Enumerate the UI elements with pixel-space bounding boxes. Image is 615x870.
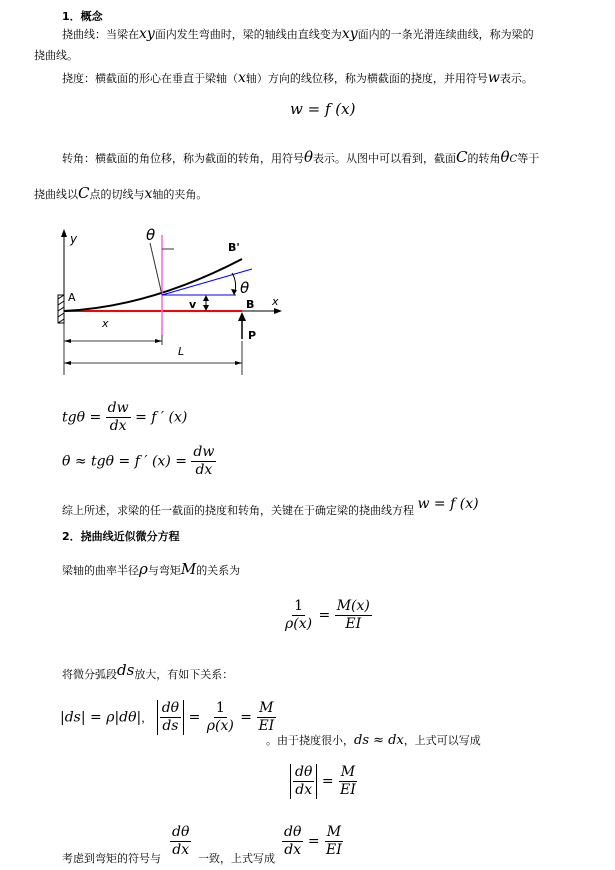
equals-sign: = [188,709,201,726]
numerator: 1 [215,700,225,716]
theta-arc-head [231,289,237,295]
text-span: 挠曲线以 [34,188,78,201]
denominator: dx [295,781,313,798]
denominator: EI [340,781,356,798]
math-w: w [487,70,500,86]
text-span: 表示。 [499,72,533,85]
numerator: dw [193,444,215,460]
abs-fraction [290,764,317,799]
math-xy: xy [341,26,358,42]
math-xy: xy [139,26,155,42]
deflection-curve-line2: 挠曲线。 [34,49,78,62]
section2-heading: 2．挠曲线近似微分方程 [62,530,180,543]
fraction-m-ei [338,764,358,799]
label-b: B [246,298,255,311]
deflection-definition [62,70,533,86]
rotation-definition-line2 [34,184,207,202]
sign-line-text-2: 一致，上式写成 [198,852,275,865]
abs-fraction [157,700,184,735]
fraction-m-ei [335,598,372,633]
sign-line-text-1: 考虑到弯矩的符号与 [62,852,161,865]
section1-heading: 1．概念 [62,10,103,23]
denominator: EI [326,841,342,858]
denominator: dx [195,461,213,478]
fraction-dtheta-dx [282,824,303,859]
fraction-dtheta-ds [160,700,181,735]
equation-arc-relation [60,700,276,735]
fraction-dtheta-dx [293,764,314,799]
sign-fraction [170,824,191,859]
x-axis-arrow [274,308,282,314]
numerator: M [259,700,274,716]
fraction-dw-dx [191,444,216,479]
math-theta-c: θ [500,148,510,166]
y-axis-arrow [61,229,67,237]
beam-deflection-diagram [40,215,300,385]
numerator: M [340,764,356,780]
text-span: 面内发生弯曲时，梁的轴线由直线变为 [154,28,342,41]
label-y: y [70,232,78,246]
text-span: 轴）方向的线位移，称为横截面的挠度，并用符号 [245,72,488,85]
eq-part: |ds| = ρ|dθ| [60,709,142,726]
math-theta: θ [304,148,314,166]
math-subscript-c: C [509,154,518,165]
equation-curvature [283,598,372,633]
text-span: 综上所述，求梁的任一截面的挠度和转角，关键在于确定梁的挠曲线方程 [62,504,414,517]
numerator: dθ [172,824,190,840]
label-v: v [189,298,197,311]
fraction-m-ei [256,700,276,735]
text-span: 表示。从图中可以看到，截面 [313,152,457,165]
denominator: dx [109,417,127,434]
denominator: ρ(x) [285,615,313,632]
fraction-dtheta-dx [170,824,191,859]
label-b-prime: B' [228,241,240,254]
eq-part: tgθ = [62,409,102,426]
equation-theta-approx [62,444,216,479]
text-span: 的转角 [467,152,501,165]
math-ds: ds [117,661,135,679]
rotated-section [150,243,162,295]
text-span: 面内的一条光滑连续曲线，称为梁的 [357,28,534,41]
text-span: 梁轴的曲率半径 [62,564,139,577]
fraction-m-ei [324,824,344,859]
fraction-dw-dx [106,400,131,435]
load-p-arrow-head [238,312,246,321]
equals-sign: = [307,833,320,850]
denominator: dx [172,841,190,858]
dim-x-arrow-left [64,339,71,343]
text-span: 与弯矩 [147,564,181,577]
eq-part: = f ′ (x) [135,409,188,426]
math-x: x [144,186,153,202]
rotation-definition [62,148,539,166]
text-span: 点的切线与 [89,188,145,201]
label-p: P [248,329,257,342]
math-C: C [456,148,468,166]
deflection-curve [64,259,242,311]
fraction-1-rho [205,700,236,735]
text-span: 放大，有如下关系： [134,668,234,681]
text-span: 将微分弧段 [62,668,117,681]
eq-part: θ ≈ tgθ = f ′ (x) = [62,453,187,470]
equation-abs-dtheta-dx [290,764,358,799]
dim-x-arrow-right [155,339,162,343]
tangent-line [162,269,252,295]
denominator: ρ(x) [206,717,234,734]
label-a: A [68,291,76,304]
numerator: dw [107,400,129,416]
wall-support [58,295,64,323]
dim-l-arrow-right [235,361,242,365]
numerator: dθ [284,824,302,840]
label-theta-top: θ [146,226,156,244]
text-span: 等于 [517,152,540,165]
equation-final [282,824,344,859]
math-x: x [238,70,246,86]
deflection-curve-line1 [62,26,534,42]
label-l: L [178,345,185,358]
denominator: EI [345,615,362,632]
comma: ， [141,711,153,725]
enlarge-line [62,661,234,682]
text-span: 转角：横截面的角位移，称为截面的转角，用符号 [62,152,304,165]
label-x-axis: x [272,295,279,308]
math-rho: ρ [139,560,148,578]
text-span: 挠曲线：当梁在 [62,28,139,41]
numerator: dθ [161,700,180,716]
equals-sign: = [321,773,334,790]
equals-sign: = [240,709,252,726]
text-span: 的关系为 [196,564,241,577]
summary-line [62,496,479,518]
numerator: M(x) [336,598,370,614]
small-deflection-line [266,732,481,748]
text-span: 挠度：横截面的形心在垂直于梁轴（ [62,72,238,85]
label-theta-right: θ [240,279,250,297]
summary-equation: w = f (x) [417,496,479,512]
numerator: 1 [294,598,303,614]
text-span: 。由于挠度很小， [266,734,354,747]
denominator: dx [284,841,302,858]
dim-l-arrow-left [64,361,71,365]
text-span: 轴的夹角。 [152,188,208,201]
numerator: dθ [295,764,313,780]
equation-w-fx: w = f (x) [290,100,356,118]
v-arrow-head-up [203,295,209,301]
label-x-below: x [102,317,109,330]
text-span: ，上式可以写成 [403,734,481,747]
math-M: M [180,560,197,578]
denominator: ds [162,717,179,734]
equation-tan-theta [62,400,187,435]
fraction-1-rho [283,598,314,633]
math-C: C [78,184,90,202]
numerator: M [326,824,342,840]
denominator: EI [258,717,275,734]
math-ds-approx-dx: ds ≈ dx [354,733,404,748]
curvature-line [62,560,240,578]
equals-sign: = [318,607,331,624]
